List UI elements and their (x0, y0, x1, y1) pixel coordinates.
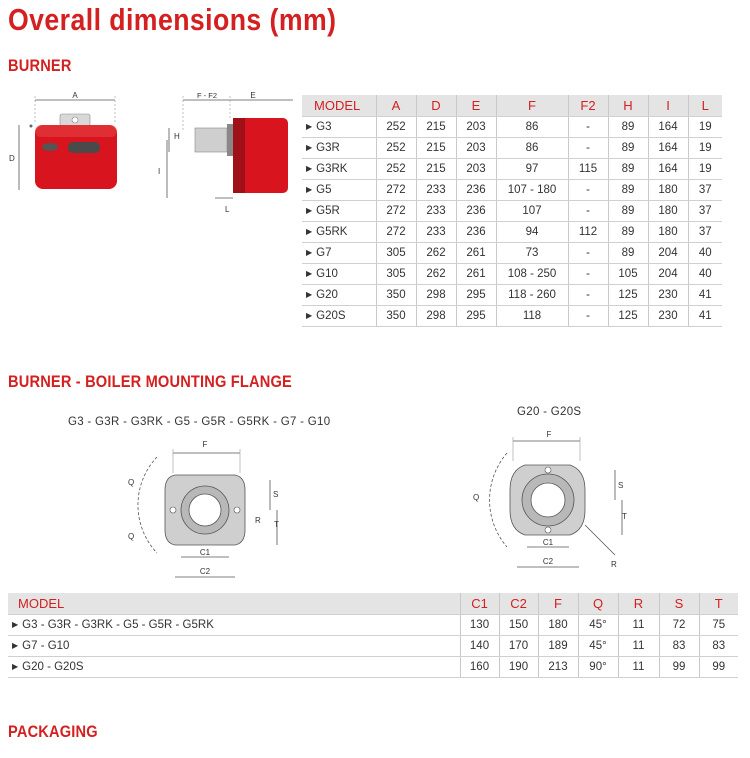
value-cell: 350 (376, 285, 416, 306)
value-cell: 19 (688, 117, 722, 138)
value-cell: 305 (376, 243, 416, 264)
value-cell: 262 (416, 243, 456, 264)
value-cell: 108 - 250 (496, 264, 568, 285)
value-cell: 72 (659, 615, 699, 636)
col-header-q: Q (578, 593, 618, 615)
model-label: G3 - G3R - G3RK - G5 - G5R - G5RK (22, 619, 214, 631)
model-cell (302, 180, 376, 201)
table-row (302, 159, 722, 180)
model-cell (302, 264, 376, 285)
value-cell: 107 (496, 201, 568, 222)
value-cell: 272 (376, 222, 416, 243)
value-cell: 180 (648, 180, 688, 201)
dim-label-i: I (158, 167, 161, 176)
value-cell: 83 (699, 636, 738, 657)
flange-left-title: G3 - G3R - G3RK - G5 - G5R - G5RK - G7 - G10 (68, 416, 331, 428)
table-row (302, 306, 722, 327)
value-cell: 99 (659, 657, 699, 678)
value-cell: - (568, 117, 608, 138)
table-row (302, 201, 722, 222)
value-cell: 45° (578, 615, 618, 636)
value-cell: 236 (456, 222, 496, 243)
flange-label-t: T (274, 520, 279, 529)
value-cell: 215 (416, 159, 456, 180)
dim-label-d: D (9, 154, 15, 163)
value-cell: 94 (496, 222, 568, 243)
value-cell: 99 (699, 657, 738, 678)
col-header-a: A (376, 95, 416, 117)
value-cell: 86 (496, 117, 568, 138)
bullet-arrow-icon: ▶ (306, 311, 313, 320)
value-cell: 11 (618, 615, 659, 636)
value-cell: 150 (499, 615, 538, 636)
section-title-packaging: PACKAGING (8, 722, 98, 741)
value-cell: 97 (496, 159, 568, 180)
model-label: G5 (316, 184, 332, 196)
model-label: G10 (316, 268, 338, 280)
value-cell: 40 (688, 243, 722, 264)
bullet-arrow-icon: ▶ (306, 164, 313, 173)
section-title-burner: BURNER (8, 56, 72, 75)
dim-label-f-f2: F - F2 (197, 91, 217, 100)
model-label: G5RK (316, 226, 348, 238)
model-label: G7 - G10 (22, 640, 70, 652)
col-header-model: MODEL (302, 95, 376, 117)
bullet-arrow-icon: ▶ (306, 227, 313, 236)
table-row (302, 138, 722, 159)
value-cell: 252 (376, 138, 416, 159)
col-header-d: D (416, 95, 456, 117)
col-header-model: MODEL (8, 593, 460, 615)
value-cell: 236 (456, 201, 496, 222)
burner-dimensions-table (302, 95, 722, 327)
dim-label-h: H (174, 132, 180, 141)
model-cell (8, 657, 460, 678)
section-title-flange: BURNER - BOILER MOUNTING FLANGE (8, 372, 292, 391)
page-title: Overall dimensions (mm) (8, 2, 337, 37)
model-label: G3R (316, 142, 340, 154)
bullet-arrow-icon: ▶ (306, 290, 313, 299)
flange-large-label-c1: C1 (542, 538, 554, 547)
table-row (8, 615, 738, 636)
value-cell: 164 (648, 117, 688, 138)
value-cell: 189 (538, 636, 578, 657)
model-label: G20 - G20S (22, 661, 84, 673)
value-cell: - (568, 201, 608, 222)
value-cell: 215 (416, 117, 456, 138)
value-cell: 37 (688, 201, 722, 222)
value-cell: 19 (688, 159, 722, 180)
col-header-i: I (648, 95, 688, 117)
value-cell: 45° (578, 636, 618, 657)
flange-large-label-c2: C2 (542, 557, 554, 566)
model-cell (302, 243, 376, 264)
value-cell: 105 (608, 264, 648, 285)
col-header-c2: C2 (499, 593, 538, 615)
value-cell: 37 (688, 222, 722, 243)
value-cell: 164 (648, 159, 688, 180)
value-cell: - (568, 306, 608, 327)
table-row (8, 657, 738, 678)
flange-large-label-f: F (546, 430, 552, 439)
flange-dimensions-table (8, 593, 738, 678)
col-header-s: S (659, 593, 699, 615)
value-cell: 180 (538, 615, 578, 636)
table-row (302, 243, 722, 264)
value-cell: - (568, 180, 608, 201)
value-cell: 11 (618, 636, 659, 657)
value-cell: 37 (688, 180, 722, 201)
table-header-row (302, 95, 722, 117)
value-cell: 305 (376, 264, 416, 285)
value-cell: 233 (416, 201, 456, 222)
value-cell: 252 (376, 159, 416, 180)
flange-label-q-bottom: Q (128, 532, 135, 541)
table-row (302, 180, 722, 201)
table-row (8, 636, 738, 657)
model-cell (302, 306, 376, 327)
value-cell: 350 (376, 306, 416, 327)
model-cell (302, 285, 376, 306)
flange-large-label-t: T (622, 512, 627, 521)
value-cell: - (568, 285, 608, 306)
value-cell: 203 (456, 159, 496, 180)
value-cell: 204 (648, 243, 688, 264)
bullet-arrow-icon: ▶ (306, 143, 313, 152)
model-cell (302, 138, 376, 159)
flange-label-r: R (255, 516, 261, 525)
value-cell: 213 (538, 657, 578, 678)
value-cell: 203 (456, 138, 496, 159)
flange-large-label-q: Q (473, 493, 480, 502)
value-cell: 11 (618, 657, 659, 678)
value-cell: 89 (608, 117, 648, 138)
value-cell: 236 (456, 180, 496, 201)
table-header-row (8, 593, 738, 615)
flange-label-c2: C2 (199, 567, 211, 576)
value-cell: 41 (688, 306, 722, 327)
value-cell: 107 - 180 (496, 180, 568, 201)
col-header-h: H (608, 95, 648, 117)
value-cell: 230 (648, 306, 688, 327)
flange-right-title: G20 - G20S (517, 406, 582, 418)
value-cell: 295 (456, 285, 496, 306)
bullet-arrow-icon: ▶ (306, 206, 313, 215)
flange-label-q-top: Q (128, 478, 135, 487)
value-cell: 164 (648, 138, 688, 159)
bullet-arrow-icon: ▶ (12, 641, 19, 650)
table-row (302, 117, 722, 138)
flange-diagram-small (125, 435, 300, 585)
value-cell: 203 (456, 117, 496, 138)
value-cell: 215 (416, 138, 456, 159)
dim-label-l: L (225, 205, 230, 214)
value-cell: - (568, 138, 608, 159)
value-cell: 73 (496, 243, 568, 264)
table-row (302, 264, 722, 285)
value-cell: 140 (460, 636, 499, 657)
value-cell: 89 (608, 180, 648, 201)
model-label: G20S (316, 310, 346, 322)
value-cell: 19 (688, 138, 722, 159)
dim-label-e: E (250, 91, 256, 100)
value-cell: 40 (688, 264, 722, 285)
model-label: G3RK (316, 163, 348, 175)
value-cell: 75 (699, 615, 738, 636)
col-header-c1: C1 (460, 593, 499, 615)
value-cell: 115 (568, 159, 608, 180)
col-header-t: T (699, 593, 738, 615)
bullet-arrow-icon: ▶ (12, 662, 19, 671)
value-cell: 230 (648, 285, 688, 306)
dim-label-a: A (72, 91, 78, 100)
model-cell (302, 222, 376, 243)
model-cell (302, 201, 376, 222)
flange-label-f: F (202, 440, 208, 449)
value-cell: 125 (608, 306, 648, 327)
value-cell: 125 (608, 285, 648, 306)
col-header-l: L (688, 95, 722, 117)
bullet-arrow-icon: ▶ (306, 269, 313, 278)
value-cell: 295 (456, 306, 496, 327)
value-cell: 170 (499, 636, 538, 657)
value-cell: 89 (608, 201, 648, 222)
value-cell: - (568, 264, 608, 285)
value-cell: 89 (608, 138, 648, 159)
value-cell: 118 - 260 (496, 285, 568, 306)
bullet-arrow-icon: ▶ (306, 185, 313, 194)
value-cell: 90° (578, 657, 618, 678)
value-cell: 298 (416, 285, 456, 306)
value-cell: 180 (648, 201, 688, 222)
value-cell: 233 (416, 180, 456, 201)
model-label: G20 (316, 289, 338, 301)
col-header-r: R (618, 593, 659, 615)
flange-diagram-large (465, 425, 645, 575)
model-label: G3 (316, 121, 332, 133)
burner-side-diagram (155, 90, 295, 215)
value-cell: 118 (496, 306, 568, 327)
value-cell: 298 (416, 306, 456, 327)
model-cell (302, 117, 376, 138)
value-cell: - (568, 243, 608, 264)
col-header-f: F (496, 95, 568, 117)
value-cell: 252 (376, 117, 416, 138)
bullet-arrow-icon: ▶ (306, 248, 313, 257)
value-cell: 130 (460, 615, 499, 636)
bullet-arrow-icon: ▶ (12, 620, 19, 629)
value-cell: 86 (496, 138, 568, 159)
value-cell: 204 (648, 264, 688, 285)
model-label: G5R (316, 205, 340, 217)
value-cell: 112 (568, 222, 608, 243)
model-cell (8, 636, 460, 657)
value-cell: 89 (608, 243, 648, 264)
col-header-f: F (538, 593, 578, 615)
model-cell (8, 615, 460, 636)
table-row (302, 285, 722, 306)
value-cell: 180 (648, 222, 688, 243)
value-cell: 272 (376, 201, 416, 222)
value-cell: 233 (416, 222, 456, 243)
col-header-e: E (456, 95, 496, 117)
value-cell: 160 (460, 657, 499, 678)
value-cell: 262 (416, 264, 456, 285)
table-row (302, 222, 722, 243)
value-cell: 89 (608, 222, 648, 243)
value-cell: 190 (499, 657, 538, 678)
model-label: G7 (316, 247, 332, 259)
value-cell: 261 (456, 243, 496, 264)
bullet-arrow-icon: ▶ (306, 122, 313, 131)
value-cell: 83 (659, 636, 699, 657)
flange-label-s: S (273, 490, 279, 499)
value-cell: 89 (608, 159, 648, 180)
flange-large-label-r: R (611, 560, 617, 569)
col-header-f2: F2 (568, 95, 608, 117)
burner-front-diagram (5, 90, 145, 200)
value-cell: 41 (688, 285, 722, 306)
flange-label-c1: C1 (199, 548, 211, 557)
flange-large-label-s: S (618, 481, 624, 490)
value-cell: 272 (376, 180, 416, 201)
value-cell: 261 (456, 264, 496, 285)
model-cell (302, 159, 376, 180)
